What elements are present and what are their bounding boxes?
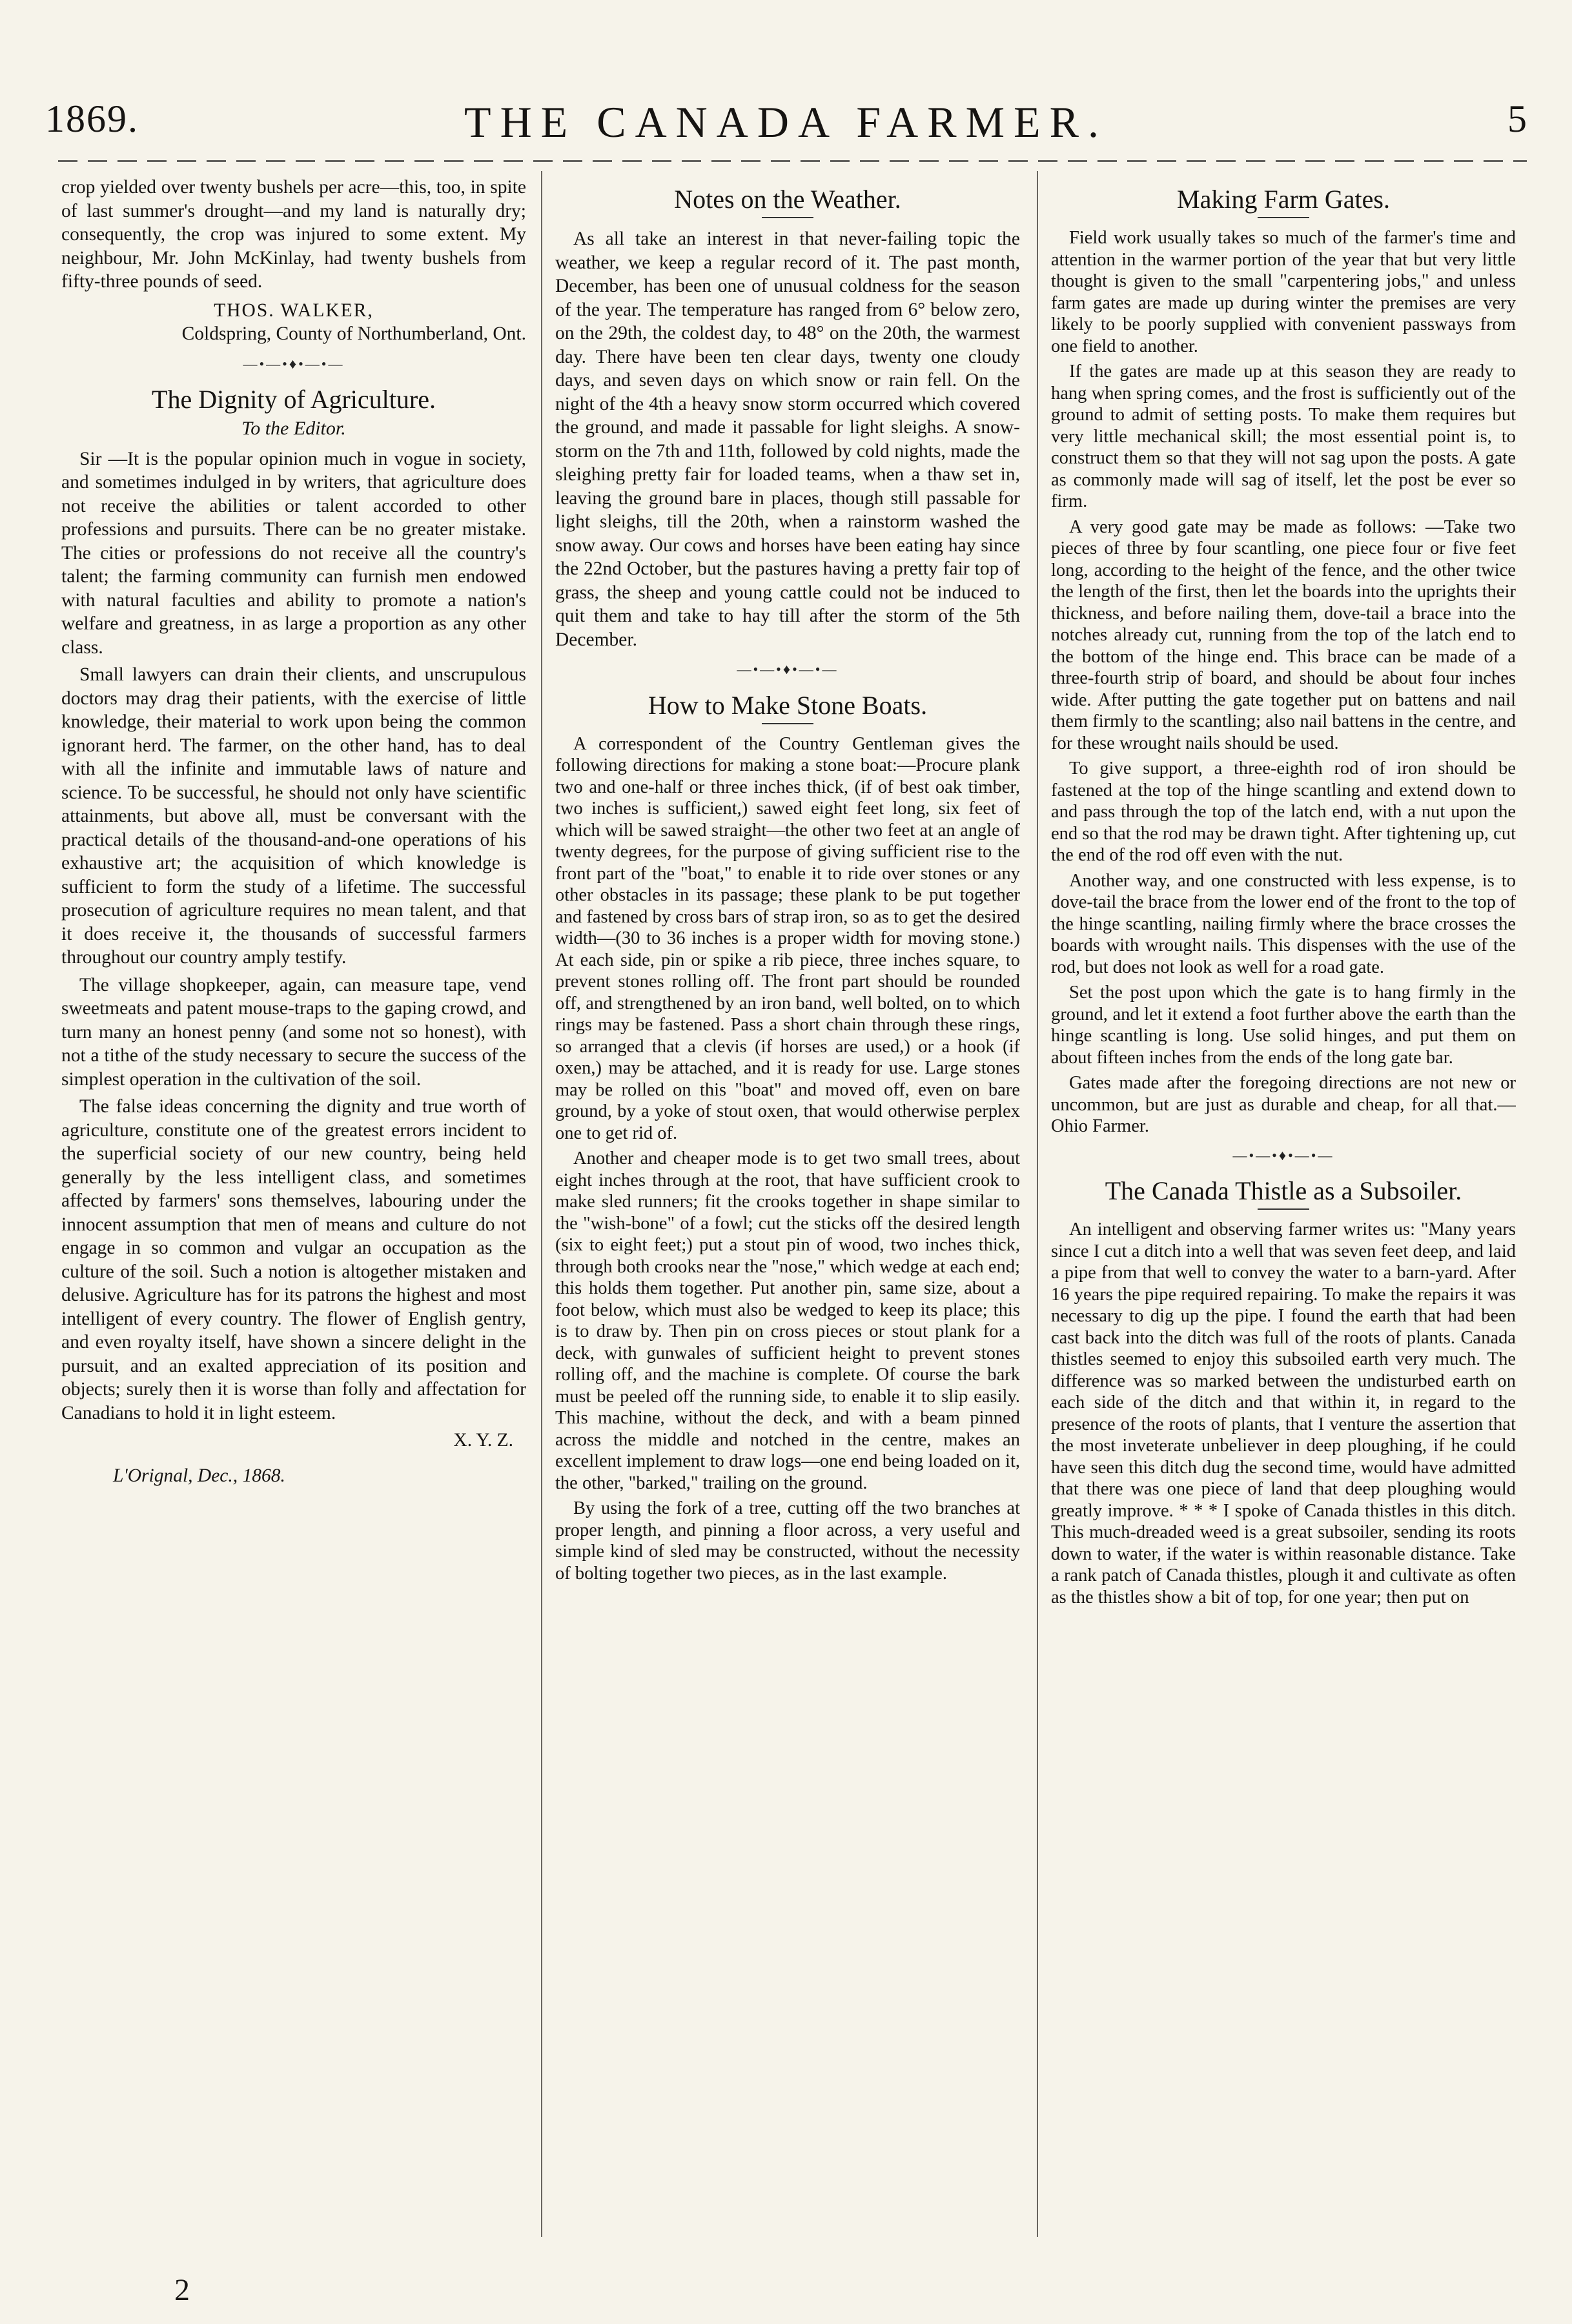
- article-title-weather: Notes on the Weather.: [674, 185, 901, 214]
- dateline: L'Orignal, Dec., 1868.: [113, 1465, 285, 1486]
- newspaper-title: THE CANADA FARMER.: [464, 97, 1108, 147]
- masthead: [45, 97, 1527, 155]
- article-paragraph: A correspondent of the Country Gentleman gives the following directions for making a stone boat:—Procure plank two and one-half or three inches thick, (if of best oak timber, two inches is sufficient,) sawed eight feet long, six feet of which will be sawed straight—the other two feet at an angle of twenty degrees, for the purpose of giving sufficient rise to the front part of the "boat," to enable it to ride over stones or any other obstacles in its passage; these plank to be put together and fastened by cross bars of strap iron, so as to get the desired width—(30 to 36 inches is a proper width for moving stone.) At each side, pin or spike a rib piece, three inches square, to prevent stones rolling off. The front part should be rounded off, and strengthened by an iron band, well bolted, on to which rings may be fastened. Pass a short chain through these rings, so arranged that a clevis (if horses are used,) or a hook (if oxen,) may be attached, and it is ready for use. Large stones may be rolled on this "boat" and moved off, even on bare ground, by a yoke of stout oxen, that would otherwise perplex one to get rid of.: [555, 733, 1020, 1143]
- article-paragraph: To give support, a three-eighth rod of iron should be fastened at the top of the hinge scantling and extend down to and pass through the top of the latch end, with a nut upon the end so that the rod may be drawn tight. After tightening up, cut the end of the rod off even with the nut.: [1051, 759, 1516, 865]
- continued-paragraph: crop yielded over twenty bushels per acre—this, too, in spite of last summer's drought—and my land is naturally dry; consequently, the crop was injured to some extent. My neighbour, Mr. John McKinlay, had twenty bushels from fifty-three pounds of seed.: [61, 177, 526, 292]
- column-1: [61, 176, 526, 2274]
- sheet-number: 2: [174, 2273, 190, 2307]
- article-paragraph: Sir —It is the popular opinion much in vogue in society, and sometimes indulged in by writers, that agriculture does not receive the abilities or talent accorded to other professions and pursuits. There can be no greater mistake. The cities or professions do not receive all the country's talent; the farming community can furnish men endowed with natural faculties and ability to promote a nation's welfare and greatness, in as large a proportion as any other class.: [61, 448, 526, 658]
- section-ornament: —•—•♦•—•—: [1232, 1147, 1334, 1163]
- column-divider-1: [541, 171, 542, 2237]
- column-3: [1051, 176, 1516, 2274]
- issue-year: 1869.: [45, 97, 139, 140]
- title-underline: [1258, 217, 1309, 218]
- column-divider-2: [1037, 171, 1038, 2237]
- page-number: 5: [1507, 97, 1527, 140]
- article-title-canada-thistle: The Canada Thistle as a Subsoiler.: [1105, 1176, 1462, 1205]
- signoff-line: [61, 1429, 526, 1452]
- article-paragraph: Another and cheaper mode is to get two small trees, about eight inches through at the root, that have sufficient crook to make sled runners; fit the crooks together in shape similar to the "wish-bone" of a fowl; cut the sticks off the desired length (six to eight feet;) put a stout pin of wood, two inches thick, through both crooks near the "nose," which wedge at each end; this holds them together. Put another pin, same size, about a foot below, which must also be wedged to keep its place; this is to draw by. Then pin on cross pieces or stout plank for a deck, with gunwales of sufficient height to prevent stones rolling off, and the machine is complete. Of course the bark must be peeled off the running side, to enable it to slip easily. This machine, without the deck, and with a beam pinned across the middle and notched in the centre, makes an excellent implement to draw logs—one end being loaded on it, the other, "barked," trailing on the ground.: [555, 1148, 1020, 1493]
- article-paragraph: By using the fork of a tree, cutting off the two branches at proper length, and pinning a floor across, a very useful and simple kind of sled may be constructed, without the necessity of bolting together two pieces, as in the last example.: [555, 1498, 1020, 1584]
- article-paragraph: If the gates are made up at this season they are ready to hang when spring comes, and the frost is sufficiently out of the ground to admit of setting posts. To make them requires but very little mechanical skill; the most essential point is, to construct them so that they will not sag upon the posts. A gate as commonly made will sag of itself, let the post be ever so firm.: [1051, 362, 1516, 511]
- salutation: To the Editor.: [241, 418, 346, 439]
- article-paragraph: Another way, and one constructed with less expense, is to dove-tail the brace from the lower end of the front to the top of the hinge scantling, nailing firmly where the brace crosses the boards with wrought nails. This dispenses with the use of the rod, but does not look as well for a road gate.: [1051, 870, 1516, 977]
- title-underline: [762, 723, 813, 724]
- column-2: [555, 176, 1020, 2274]
- letter-location: Coldspring, County of Northumberland, Ont.: [181, 323, 526, 344]
- article-title-dignity: The Dignity of Agriculture.: [152, 385, 436, 414]
- section-ornament: —•—•♦•—•—: [243, 355, 345, 372]
- article-paragraph: The village shopkeeper, again, can measure tape, vend sweetmeats and patent mouse-traps to the gaping crowd, and turn many an honest penny (and some not so honest), with not a tithe of the study necessary to secure the success of the simplest operation in the cultivation of the soil.: [61, 974, 526, 1090]
- section-ornament: —•—•♦•—•—: [737, 661, 839, 677]
- header-rule: [58, 160, 1527, 162]
- article-title-farm-gates: Making Farm Gates.: [1177, 185, 1390, 214]
- article-paragraph: A very good gate may be made as follows: —Take two pieces of three by four scantling, one piece four or five feet long, according to the height of the fence, and the other twice the length of the first, then let the boards into the uprights their thickness, and before nailing them, dove-tail a brace into the notches already cut, running from the top of the latch end to the bottom of the hinge end. This brace can be made of a three-fourth strip of board, and should be about four inches wide. After putting the gate together put on battens and nail them firmly to the scantling; also nail battens in the centre, and for these wrought nails should be used.: [1051, 516, 1516, 753]
- article-paragraph: The false ideas concerning the dignity and true worth of agriculture, constitute one of the greatest errors incident to the superficial society of our new country, being held generally by the less intelligent class, and sometimes affected by farmers' sons themselves, labouring under the innocent assumption that men of means and culture do not engage in so common and vulgar an occupation as the culture of the soil. Such a notion is altogether mistaken and delusive. Agriculture has for its patrons the highest and most intelligent of every country. The flower of English gentry, and even royalty itself, have shown a sincere delight in the pursuit, and an exalted appreciation of its position and objects; surely then it is worse than folly and affectation for Canadians to hold it in light esteem.: [61, 1096, 526, 1423]
- article-title-stone-boats: How to Make Stone Boats.: [648, 690, 928, 720]
- signoff-initials: X. Y. Z.: [453, 1430, 513, 1451]
- article-paragraph: Field work usually takes so much of the farmer's time and attention in the warmer portion of the year that but very little thought is given to the small "carpentering jobs," and unless farm gates are made up during winter the premises are very likely to be poorly supplied with convenient passways from one field to another.: [1051, 228, 1516, 356]
- article-paragraph: Gates made after the foregoing directions are not new or uncommon, but are just as durable and cheap, for all that.—Ohio Farmer.: [1051, 1073, 1516, 1136]
- title-underline: [762, 217, 813, 218]
- article-paragraph: Set the post upon which the gate is to hang firmly in the ground, and let it extend a foot further above the earth than the hinge scantling is long. Use solid hinges, and put them on about fifteen inches from the ends of the long gate bar.: [1051, 983, 1516, 1068]
- article-paragraph: Small lawyers can drain their clients, and unscrupulous doctors may drag their patients, with the exercise of little knowledge, their material to work upon being the common ignorant herd. The farmer, on the other hand, has to deal with all the infinite and immutable laws of nature and science. To be successful, he should not only have scientific attainments, but above all, must be conversant with the practical details of the thousand-and-one operations of his exhaustive art; the acquisition of which knowledge is sufficient to form the study of a lifetime. The successful prosecution of agriculture requires no mean talent, and that it does receive it, the thousands of successful farmers throughout our country amply testify.: [61, 664, 526, 968]
- letter-signature: THOS. WALKER,: [214, 300, 374, 321]
- article-paragraph: An intelligent and observing farmer writes us: "Many years since I cut a ditch into a well that was seven feet deep, and laid a pipe from that well to convey the water to a barn-yard. After 16 years the pipe required repairing. To make the repairs it was necessary to dig up the pipe. I found the earth that had been cast back into the ditch was full of the roots of plants. Canada thistles seemed to enjoy this subsoiled earth very much. The difference was so marked between the undisturbed earth on each side of the ditch and that within it, in regard to the presence of the roots of plants, that I venture the assertion that the most inveterate unbeliever in deep ploughing, if he could have seen this ditch dug the second time, would have admitted that there was one piece of land that deep ploughing would greatly improve. * * * I spoke of Canada thistles in this ditch. This much-dreaded weed is a great subsoiler, sending its roots down to water, if the water is within reasonable distance. Take a rank patch of Canada thistles, plough it and cultivate as often as the thistles show a bit of top, for one year; then put on: [1051, 1219, 1516, 1607]
- title-underline: [1258, 1208, 1309, 1210]
- article-paragraph: As all take an interest in that never-failing topic the weather, we keep a regular record of it. The past month, December, has been one of unusual coldness for the season of the year. The temperature has ranged from 6° below zero, on the 29th, the coldest day, to 48° on the 20th, the warmest day. There have been ten clear days, twenty one cloudy days, and seven days on which snow or rain fell. On the night of the 4th a heavy snow storm occurred which covered the ground, and made it passable for light sleighs. A snow-storm on the 7th and 11th, followed by cold nights, made the sleighing pretty fair for loaded teams, when a thaw set in, leaving the ground bare in places, though still passable for light sleighs, till the 20th, when a rainstorm washed the snow away. Our cows and horses have been eating hay since the 22nd October, but the pastures having a pretty fair top of grass, the sheep and young cattle could not be induced to quit them and take to hay till after the storm of the 5th December.: [555, 229, 1020, 650]
